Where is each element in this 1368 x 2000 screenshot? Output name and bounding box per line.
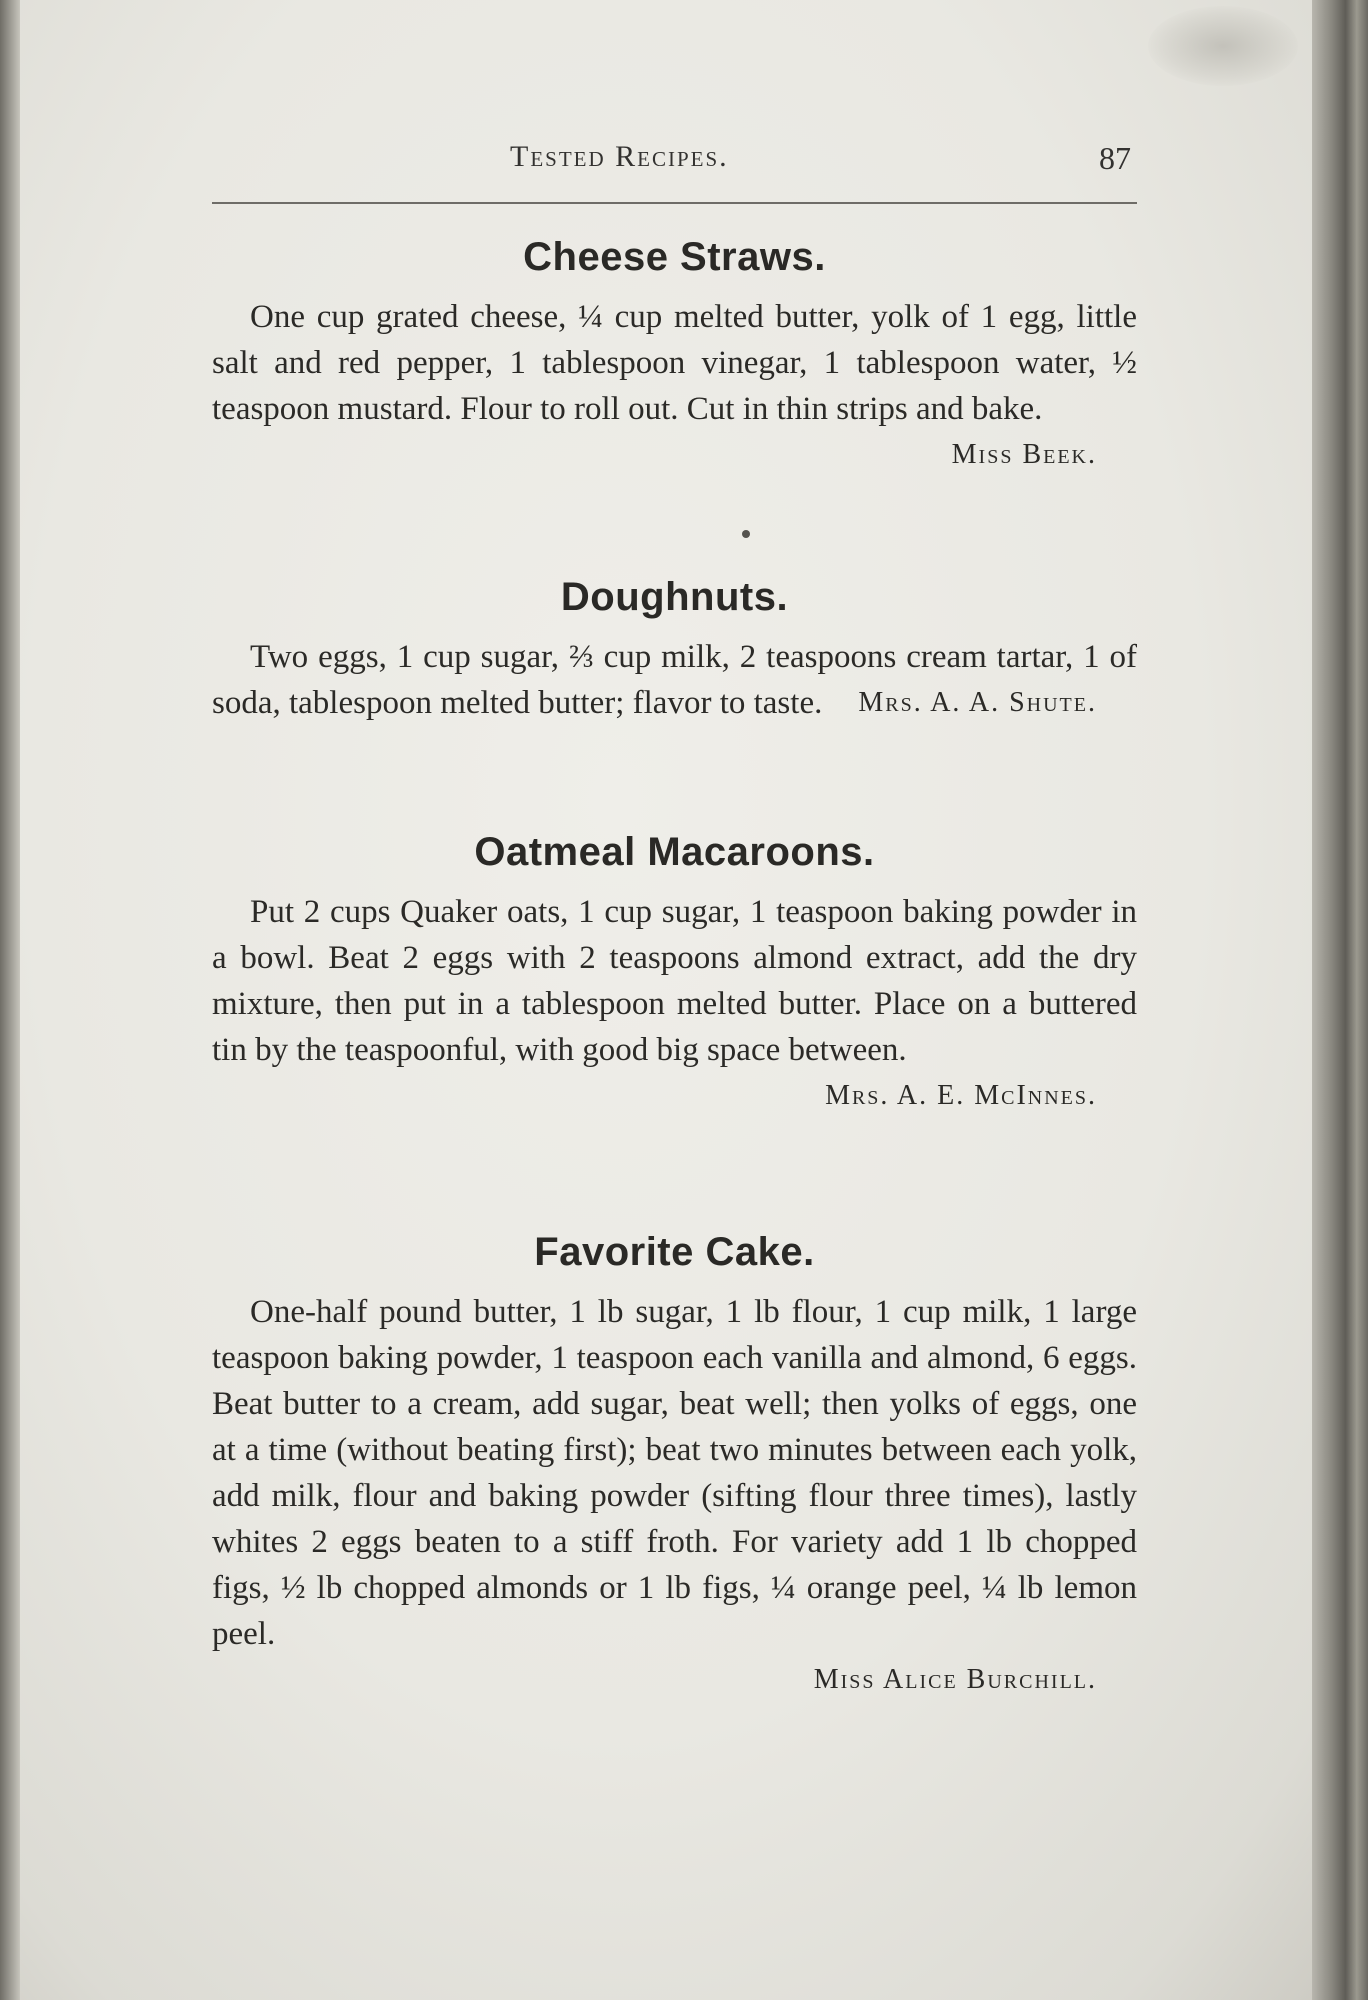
recipe-body bbox=[212, 634, 1137, 726]
recipe-title: Cheese Straws. bbox=[523, 235, 826, 279]
page-edge bbox=[1312, 0, 1368, 2000]
paper-stain bbox=[1148, 6, 1298, 86]
recipe-author: Miss Alice Burchill. bbox=[813, 1664, 1097, 1695]
recipe-author: Mrs. A. A. Shute. bbox=[858, 687, 1097, 718]
text-column bbox=[212, 0, 1137, 2000]
recipe-body: One cup grated cheese, ¼ cup melted butter, yolk of 1 egg, little salt and red pepper, 1 tablespoon vinegar, 1 tablespoon water, ½ teaspoon mustard. Flour to roll out. Cut in thin strips and bake. bbox=[212, 299, 1137, 427]
recipe-body: One-half pound butter, 1 lb sugar, 1 lb flour, 1 cup milk, 1 large teaspoon baking powder, 1 teaspoon each vanilla and almond, 6 eggs. Beat butter to a cream, add sugar, beat well; then yolks of eggs, one at a time (without beating first); beat two minutes between each yolk, add milk, flour and baking powder (sifting flour three times), lastly whites 2 eggs beaten to a stiff froth. For variety add 1 lb chopped figs, ½ lb chopped almonds or 1 lb figs, ¼ orange peel, ¼ lb lemon peel. bbox=[212, 1294, 1137, 1652]
recipe-doughnuts bbox=[212, 575, 1137, 726]
page-number: 87 bbox=[1099, 140, 1131, 176]
recipe-author: Miss Beek. bbox=[951, 439, 1097, 470]
recipe-oatmeal-macaroons bbox=[212, 830, 1137, 1119]
running-head bbox=[212, 140, 1137, 180]
recipe-body-text: Two eggs, 1 cup sugar, ⅔ cup milk, 2 teaspoons cream tartar, 1 of soda, tablespoon melted butter; flavor to taste. bbox=[212, 639, 1137, 721]
recipe-title: Favorite Cake. bbox=[534, 1230, 815, 1274]
recipe-cheese-straws bbox=[212, 235, 1137, 478]
recipe-body: Put 2 cups Quaker oats, 1 cup sugar, 1 teaspoon baking powder in a bowl. Beat 2 eggs with 2 teaspoons almond extract, add the dry mixture, then put in a tablespoon melted butter. Place on a buttered tin by the teaspoonful, with good big space between. bbox=[212, 894, 1137, 1068]
recipe-favorite-cake bbox=[212, 1230, 1137, 1703]
recipe-title: Doughnuts. bbox=[560, 575, 789, 619]
recipe-title: Oatmeal Macaroons. bbox=[474, 830, 875, 874]
recipe-author: Mrs. A. E. McInnes. bbox=[825, 1080, 1097, 1111]
header-rule bbox=[212, 202, 1137, 204]
page-spine-shadow bbox=[0, 0, 20, 2000]
running-head-title: Tested Recipes. bbox=[510, 140, 729, 173]
